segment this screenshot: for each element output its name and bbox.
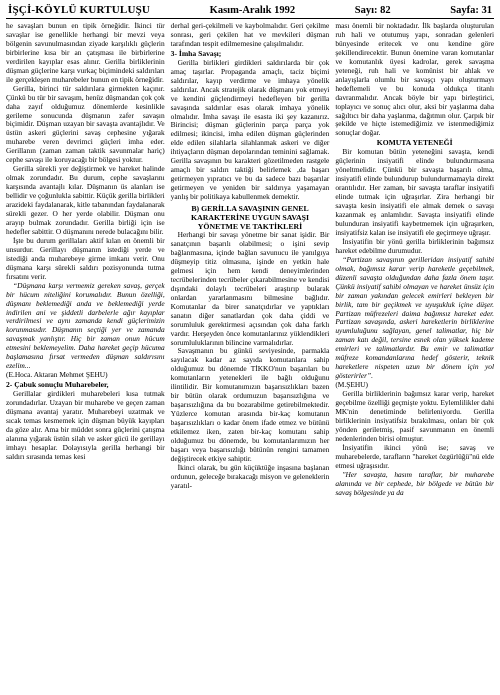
magazine-title: İŞÇİ-KÖYLÜ KURTULUŞU [8,4,151,16]
paragraph: İkinci olarak, bu gün küçüktüğe inşasına başlanan ordunun, geleceğe bırakacağı misyon ve geleneklerin yaratıl- [170,462,330,490]
paragraph: Gerilla birlikleri girdikleri saldırılarda bir çok amaç taşırlar. Propaganda amaçlı, taciz biçimi saldırılar, kayıp verdirme ve imhaya yönelik saldırılar. Ancak stratejik olarak düşmanı yok etmeyi ve kendini güçlendirmeyi hedefleyen bir gerilla savaşında saldırılar esas olarak imhaya yönelik olmalıdır. İmha savaşı ile esasta iki şey kazanırız. Birincisi; düşman güçlerinin parça parça yok edilmesi; ikincisi, imha edilen düşman güçlerinden elde edilen silahlarla silahlanmak askeri ve diğer ihtiyaçların düşman depolarından teminini sağlamak. Gerilla savaşının bu karakteri gözetilmeden rastgele amaçlı bir saldırı taktiği belirlemek ,da başarı getirmeyen yıpratıcı ve bu da sadece bazı başarılar getirmeyen ve yeniden bir saldırıya yaşamayan yanlış bir politikaya kabullenmek demektir. [170,57,330,202]
quote: “Düşmana karşı vermemiz gereken savaş, gerçek bir hücum niteliğini korumalıdır. Bunun özelliği, düşmanı beklemediği anda ve beklemediği yerde indirilen ani ve şiddetli darbelerle ağır kayıplar verdirilmesi ve aynı zamanda kendi güçlerimizin korunmasıdır. Düşmanın seçtiği yer ve zamanda savaşmak yanlıştır. Hiç bir zaman onun hücum etmesini beklemeyelim. Daha hareket geçip hücuma başlamasına fırsat vermeden düşman saldırısını ezelim... [6,280,165,371]
column-2 [171,22,330,498]
section-heading: 3- İmha Savaşı; [170,48,222,58]
paragraph: İnsiyatifin ikinci yönü ise; savaş ve muharebelerde, tarafların "hareket özgürlüğü"nü elde etmesi uğraşısıdır. [335,442,495,470]
paragraph: Gerilla birliklerinin bağımsız karar verip, hareket geçebilme özelliği geçmişte yoktu. Eylemlilikler dahi MK'nin denetiminde belirleniyordu. Gerilla birliklerinin insiyatifsiz bırakılması, onları bir çok yönden geriletmiş, pasif savunmanın en önemli nedenlerinden birisi olmuştur. [335,389,495,443]
paragraph: Gerillalar girdikleri muharebeleri kısa tutmak zorundadırlar. Uzayan bir muharebe ve geçen zaman düşmana avantaj yaratır. Muharebeyi uzatmak ve sıcak temas kesmemek için düşman büyük kayıpları da göze alır. Ama bir müddet sonra güçlerini çatışma alanına yığarak üstün silah ve asker gücü ile gerillayı imhayı hesaplar. Dolayısıyla gerilla herhangi bir saldırı sırasında temas kesi [6,389,165,461]
paragraph: Bir komutan bütün yeteneğini savaşta, kendi güçlerinin insiyatifi elinde bulundurmasına yöneltmelidir. Çünkü bir savaşta başarılı olma, insiyatifi elinde bulundurup bulundurmamayla direkt orantılıdır. Her zaman, bir savaşta taraflar insiyatifi elinde tutmak için uğraşırlar. Zira herhangi bir savaşta kesin insiyatifi ele almak demek o savaşı kazanmak eş anlamlıdır. Savaşta insiyatifi elinde bulunduran insiyatifi kaybetmemek için uğraşırken, insiyatifsiz kalan ise insiyatifi ele geçirmeye uğraşır. [335,147,495,237]
section-heading: B) GERİLLA SAVAŞININ GENEL KARAKTERİNE UYGUN SAVAŞI YÖNETME VE TAKTİKLERİ [191,204,309,232]
paragraph: ması önemli bir noktadadır. İlk başlarda oluşturulan ruh hali ve otutumuş yapı, sonradan gelenleri bünyesinde eritecek ve onu kendine göre şekillendirecektir. Bunun önemine varan komutanlar ve komutanlık üyesi kadrolar, gerek savaşma yeteneği, ruh hali ve komünist bir ahlak ve anlayışlarla olumlu bir savaşçı yapı oluşturmayı hedeflemeli ve bu konuda oldukça titanlı davranmalıdır. Ancak böyle bir yapı birleştirici, toplayıcı ve sonuç alıcı olur, aksi bir yaşlanma daha sağıltıcı bir daha yaşlanma, dağıtmın olur. Çarpık bir şekilde ve hiçte istemediğimiz ve istenmediğimiz sonuçlar doğar. [335,21,495,138]
paragraph: Gerilla, birinci tür saldırılara girmekten kaçınır. Çünkü bu tür bir savaşım, henüz düşmandan çok çok daha zayıf olduğumuz dönemlerde kesinlikle gerileme sonucunda düşmanın zafer savaşın biçimidir. Düşman uzayan bir savaşta avantajlıdır. Ve üstün askeri güçlerini savaş cephesine yığarak muharebe veren devrimci güçleri imha eder. Gerillanın (zaman zaman taktik savunmalar hariç) cephe savaşı ile koruyacağı bir bölgesi yoktur. [6,83,165,165]
paragraph: İnsiyatifin bir yönü gerilla birliklerinin bağımsız hareket edebilme durumudur. [335,236,495,255]
quote-attribution: (E.Hoca. Aktaran Mehmet ŞEHU) [6,370,108,380]
page-number: Sayfa: 31 [450,5,492,16]
quote: "Her savaşta, hasım taraflar, bir muharebe alanında ve bir cephede, bir bölgede ve bütün bir savaş bölgesinde ya da [335,469,495,497]
issue-date: Kasım-Aralık 1992 [209,5,296,16]
paragraph: Herhangi bir savaşı yönetme bir sanat işidir. Bir sanatçının başarılı olabilmesi; o işini sevip bağlanmasına, içinde bağlan savunucu ile yanılgıya düşmeyip titiz olmasına, işinde en yetkin hale gelmesi için hem kendi deneyimlerinden tecrübelerinden tecrübeler çıkarabilmesine ve kendisi dışındaki dolaylı tecrübeleri araştırıp bularak onlardan yararlanmasını bilmesine bağlıdır. Komutanlar da birer sanatçıdırlar ve yaptıkları sanatın diğer sanatlardan çok daha çiddi ve sorumluluk gerektirmesi açısından çok daha farklı vardır. Herşeyden önce komutanlarınız yüklendikleri sorumluluklarının bilincine varmalıdırlar. [170,230,330,347]
paragraph: derhal geri-çekilmeli ve kaybolmalıdır. Geri çekilme sonrası, geri çekilen hat ve mevkileri düşman tarafından tespit edilmemesine çalışılmalıdır. [170,21,330,48]
quote: “Partizan savaşının gerilleridan insiyatif sahibi olmak, bağımsız karar verip hareketle geçebilmek, düzenli savaşta olduğundan daha fazla önem taşır. Çünkü insiyatif sahibi olmayan ve hareket ünsüz için bir zaman yakından gelecek emirleri bekleyen bir birlik, tam bir geçikmek ve uyuşukluk içine düşer. Partizan müfrezeleri daima bağımsız hareket eder. Partizan savaşında, askeri hareketlerin birliklerine uyumluluğunu sağlayan, genel talimatlar, hiç bir zaman katı değil, tersine esnek olan yüksek kademe emirleri ve talimatlardır. Bu emir ve talimatlar müfreze komandanlarına hedef gösterir, teknik hareketlere nispeten uzun bir dönem için yol gösterirler”. [335,254,495,381]
page-header [6,4,494,19]
issue-number: Sayı: 82 [354,5,391,16]
paragraph: Savaşmanın bu günkü seviyesinde, parmakla sayılacak kadar az sayıda komutanlara sahip olduğumuz bu dönemde TİKKO'nun başarıları bu komutanların yetenekleri ile bağlı olduğunu ilintilidir. Bir komutanımızın başarısızlıkları bazen bir bütün olarak ordumuzun başarısızlığına ve başarısızlığına da bu bozarabilme getirebilmektedir. Yüzlerce komutan arasında bir-kaç komutanın başarısızlıkları o kadar önem ifade etmez ve bütünü etkilemez iken, zaten bir-kaç komutanı sahip olduğumuz bu dönemde, bu komutanlarımızın her başarı veya başarısızlığı bütünün rengini tamamen değiştirecek etkiye sahiptir. [170,346,330,463]
column-3 [335,22,494,498]
section-heading: 2- Çabuk sonuçlu Muharebeler, [6,380,109,390]
article-body [6,22,494,498]
paragraph: he savaşları bunun en tipik örneğidir. İkinci tür savaşlar ise genellikle herhangi bir mevzi veya bölgenin savunulmasından ziyade karşılıklı güçlerin birbirlerine kısa bir an çatışması ile birbirlerine verdirilen kayıplar esas alınır. Gerilla birliklerinin düşman güçlerine karşı vurkaç biçimindeki saldırıları ile gerçekleşen muharebeler bunun en tipik örneğidir. [6,21,165,84]
column-1 [6,22,165,498]
paragraph: Gerilla sürekli yer değiştirmek ve hareket halinde olmak zorundadır. Bu durum, cephe savaşlarını karşısında avantajlı kılar. Düşmanın üs alanları ise bellidir ve çoğunlukla sabittir. Küçük gerilla birlikleri arazideki faydalanarak, kitle tabanından faydalanarak sürekli gezer. O her yerde olabilir. Düşman onu arayıp bulmak zorundadır. Gerilla birliği için ise hedefler sabittir. O düşmanını nerede bulacağını bilir. [6,164,165,236]
quote-attribution: (M.ŞEHU) [335,380,368,390]
paragraph: İşte bu durum gerillaları aktif kılan en önemli bir unsurdur. Gerillayı düşmanın istediği yerde ve istediği anda muharebeye girme imkanı verir. Onu düşmana karşı sürekli saldırı pozisyonunda tutma fırsatını verir. [6,235,165,281]
section-heading: KOMUTA YETENEĞİ [376,138,453,148]
